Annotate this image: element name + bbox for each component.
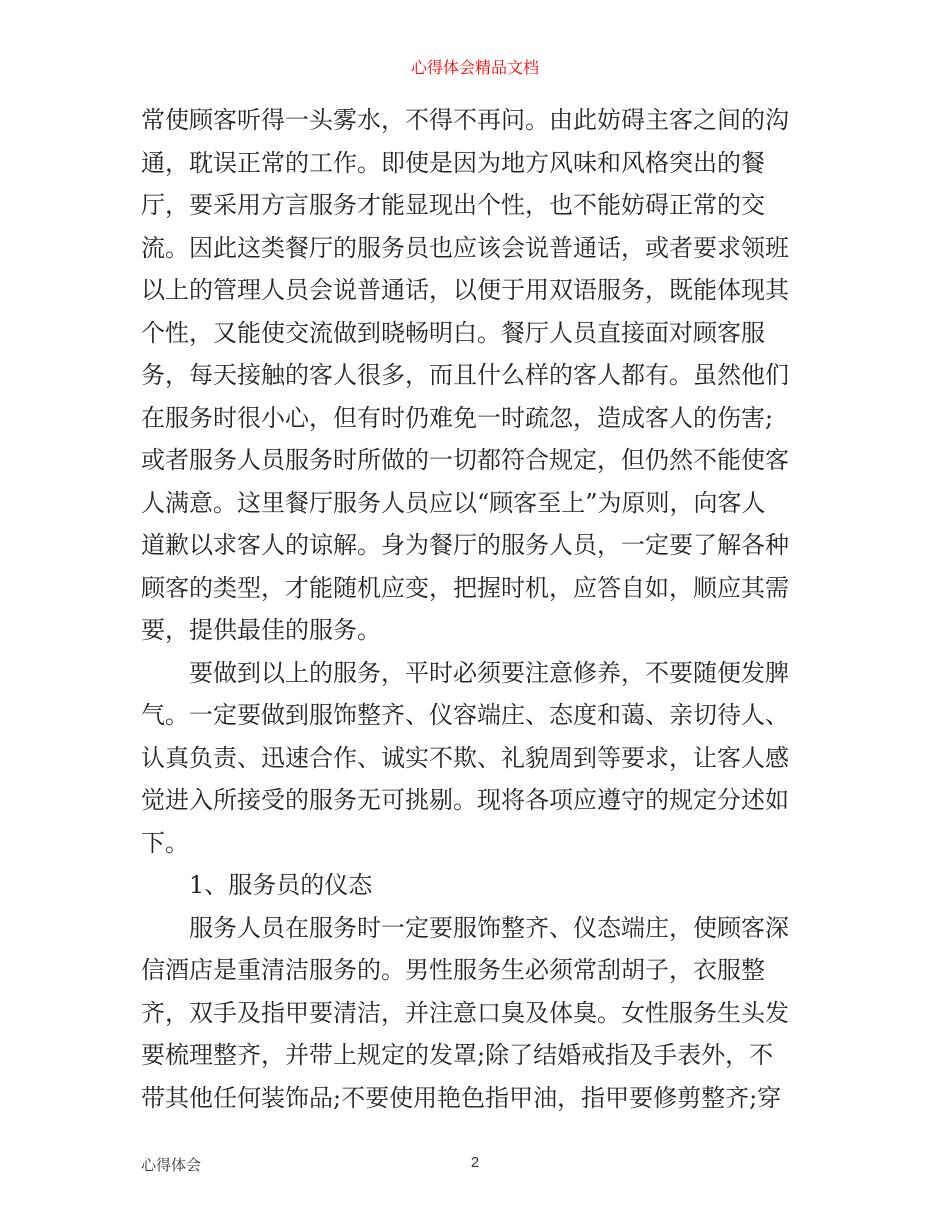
text-line: 服务人员在服务时一定要服饰整齐、仪态端庄，使顾客深 — [141, 913, 789, 942]
text-line: 带其他任何装饰品;不要使用艳色指甲油，指甲要修剪整齐;穿 — [141, 1083, 782, 1112]
page-header-title: 心得体会精品文档 — [410, 58, 539, 77]
text-line: 通，耽误正常的工作。即使是因为地方风味和风格突出的餐 — [141, 148, 765, 177]
text-line: 顾客的类型，才能随机应变，把握时机，应答自如，顺应其需 — [141, 573, 789, 602]
text-line: 以上的管理人员会说普通话，以便于用双语服务，既能体现其 — [141, 276, 789, 304]
text-line: 认真负责、迅速合作、诚实不欺、礼貌周到等要求，让客人感 — [141, 743, 789, 772]
text-line: 厅，要采用方言服务才能显现出个性，也不能妨碍正常的交 — [141, 191, 765, 219]
text-line: 或者服务人员服务时所做的一切都符合规定，但仍然不能使客 — [141, 446, 789, 474]
text-line: 下。 — [141, 828, 189, 857]
text-line: 流。因此这类餐厅的服务员也应该会说普通话，或者要求领班 — [141, 233, 789, 262]
text-line: 常使顾客听得一头雾水，不得不再问。由此妨碍主客之间的沟 — [141, 106, 789, 134]
text-line: 要做到以上的服务，平时必须要注意修养，不要随便发脾 — [141, 658, 789, 687]
text-line: 觉进入所接受的服务无可挑剔。现将各项应遵守的规定分述如 — [141, 786, 789, 814]
section-heading: 1、服务员的仪态 — [141, 871, 373, 899]
text-line: 道歉以求客人的谅解。身为餐厅的服务人员，一定要了解各种 — [141, 531, 789, 559]
text-line: 人满意。这里餐厅服务人员应以“顾客至上”为原则，向客人 — [141, 488, 766, 517]
text-line: 个性，又能使交流做到晓畅明白。餐厅人员直接面对顾客服 — [141, 318, 765, 347]
text-line: 要，提供最佳的服务。 — [141, 616, 381, 644]
text-line: 齐，双手及指甲要清洁，并注意口臭及体臭。女性服务生头发 — [141, 998, 789, 1027]
text-line: 务，每天接触的客人很多，而且什么样的客人都有。虽然他们 — [141, 361, 789, 389]
body-text — [141, 99, 821, 1119]
footer-label: 心得体会 — [141, 1156, 202, 1174]
text-line: 在服务时很小心，但有时仍难免一时疏忽，造成客人的伤害; — [141, 403, 774, 432]
text-line: 要梳理整齐，并带上规定的发罩;除了结婚戒指及手表外，不 — [141, 1041, 774, 1069]
page-number: 2 — [470, 1154, 480, 1171]
text-line: 气。一定要做到服饰整齐、仪容端庄、态度和蔼、亲切待人、 — [141, 701, 789, 729]
text-line: 信酒店是重清洁服务的。男性服务生必须常刮胡子，衣服整 — [141, 956, 765, 984]
